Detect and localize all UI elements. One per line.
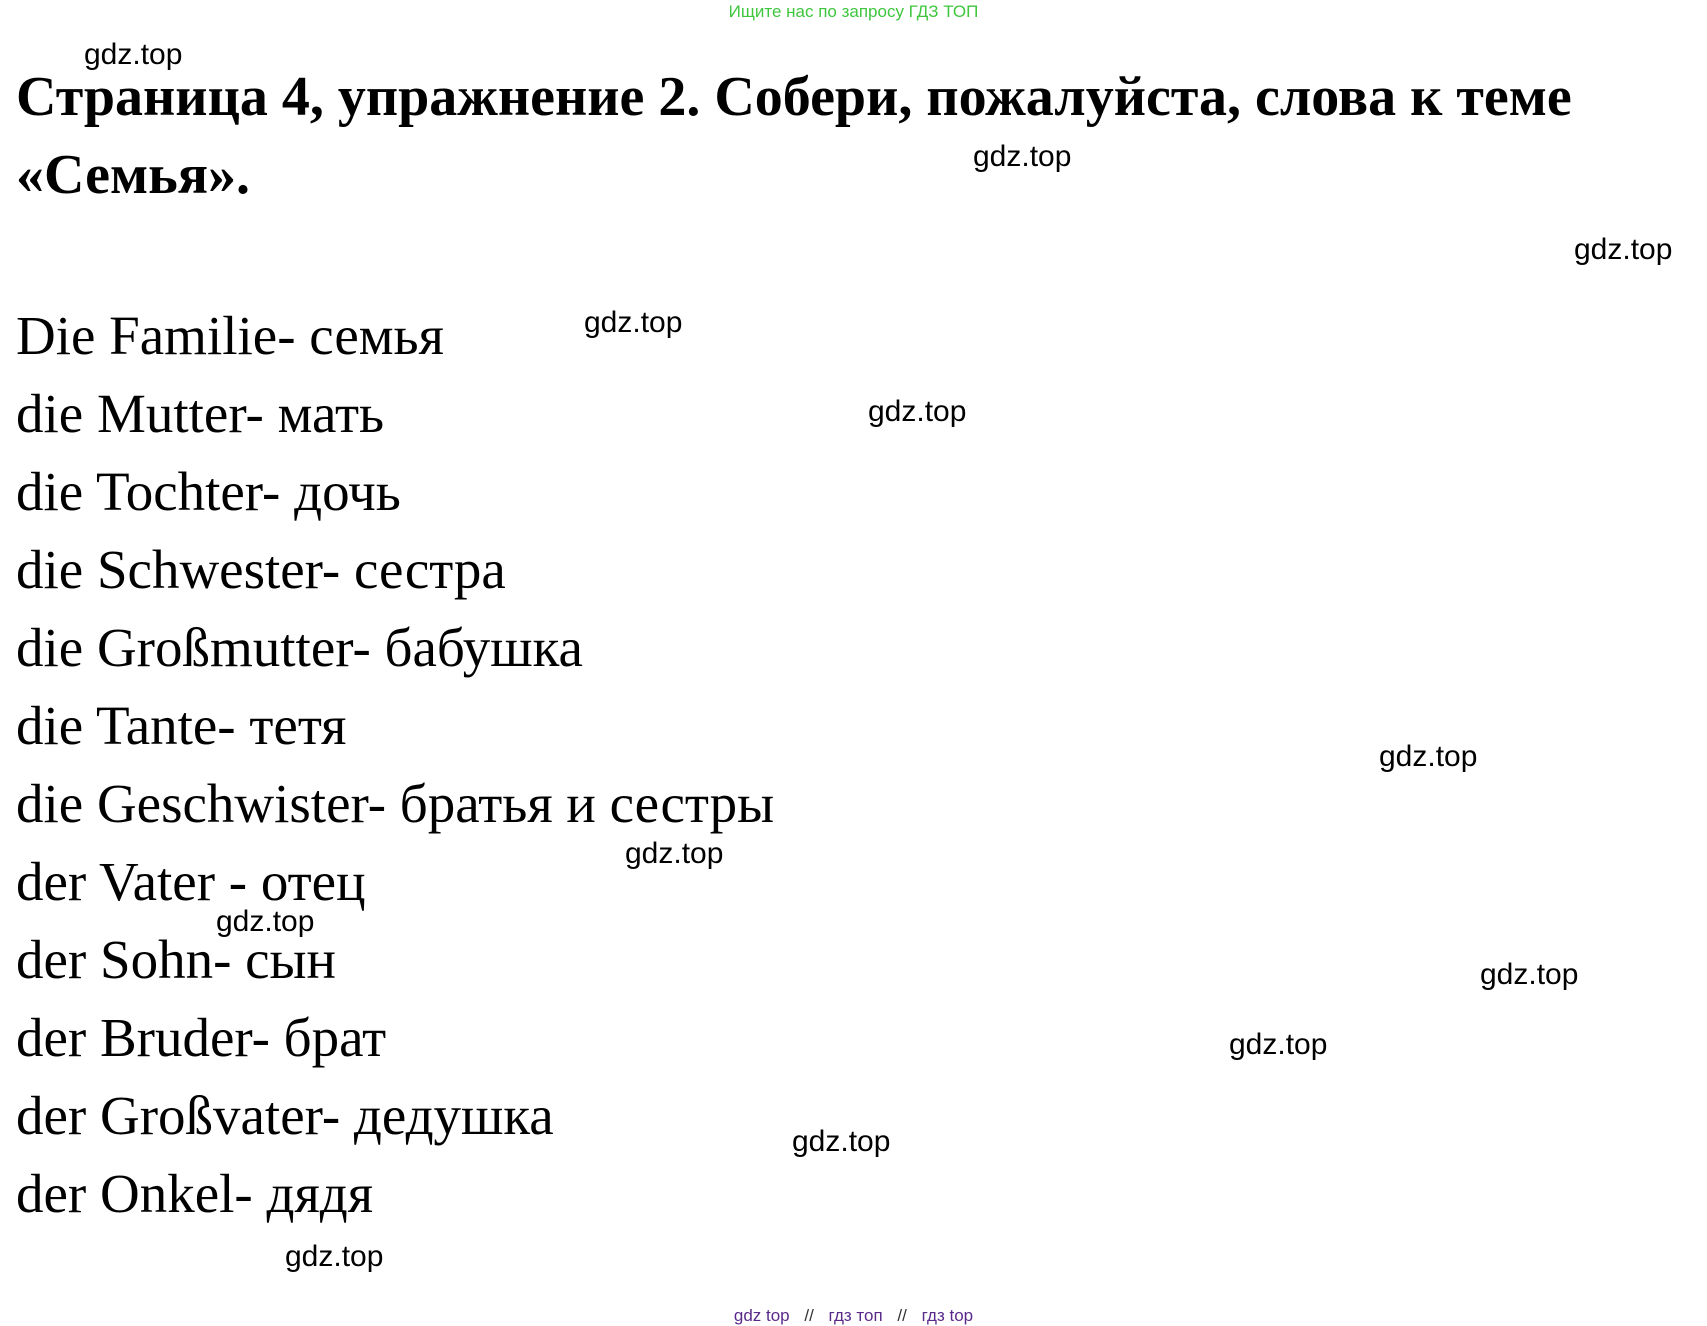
watermark: gdz.top	[216, 905, 315, 938]
vocab-item-onkel: der Onkel- дядя	[16, 1163, 374, 1224]
watermark: gdz.top	[973, 140, 1072, 173]
watermark: gdz.top	[285, 1240, 384, 1273]
watermark: gdz.top	[1574, 233, 1673, 266]
vocab-item-grossvater: der Großvater- дедушка	[16, 1085, 554, 1146]
vocab-item-geschwister: die Geschwister- братья и сестры	[16, 773, 775, 834]
footer-link-gdz-top[interactable]: gdz top	[733, 1306, 790, 1325]
watermark: gdz.top	[1379, 740, 1478, 773]
vocabulary-list	[16, 297, 774, 1233]
watermark: gdz.top	[84, 38, 183, 71]
vocab-item-mutter: die Mutter- мать	[16, 383, 385, 444]
watermark: gdz.top	[1229, 1028, 1328, 1061]
vocab-item-bruder: der Bruder- брат	[16, 1007, 387, 1068]
footer-link-gdz-top-ru[interactable]: гдз топ	[828, 1306, 883, 1325]
vocab-item-tochter: die Tochter- дочь	[16, 461, 401, 522]
watermark: gdz.top	[1480, 958, 1579, 991]
vocab-item-schwester: die Schwester- сестра	[16, 539, 506, 600]
vocab-item-vater: der Vater - отец	[16, 851, 366, 912]
vocab-item-sohn: der Sohn- сын	[16, 929, 336, 990]
footer-separator: //	[804, 1306, 814, 1325]
vocab-item-grossmutter: die Großmutter- бабушка	[16, 617, 583, 678]
footer-links	[0, 1306, 1707, 1326]
watermark: gdz.top	[868, 395, 967, 428]
watermark: gdz.top	[584, 306, 683, 339]
watermark: gdz.top	[792, 1125, 891, 1158]
watermark: gdz.top	[625, 837, 724, 870]
exercise-title: Страница 4, упражнение 2. Собери, пожалуйста, слова к теме «Семья».	[16, 66, 1572, 206]
vocab-item-tante: die Tante- тетя	[16, 695, 347, 756]
footer-link-gdz-top-mixed[interactable]: гдз top	[921, 1306, 974, 1325]
search-banner[interactable]: Ищите нас по запросу ГДЗ ТОП	[728, 2, 979, 21]
footer-separator: //	[897, 1306, 907, 1325]
vocab-item-familie: Die Familie- семья	[16, 305, 444, 366]
